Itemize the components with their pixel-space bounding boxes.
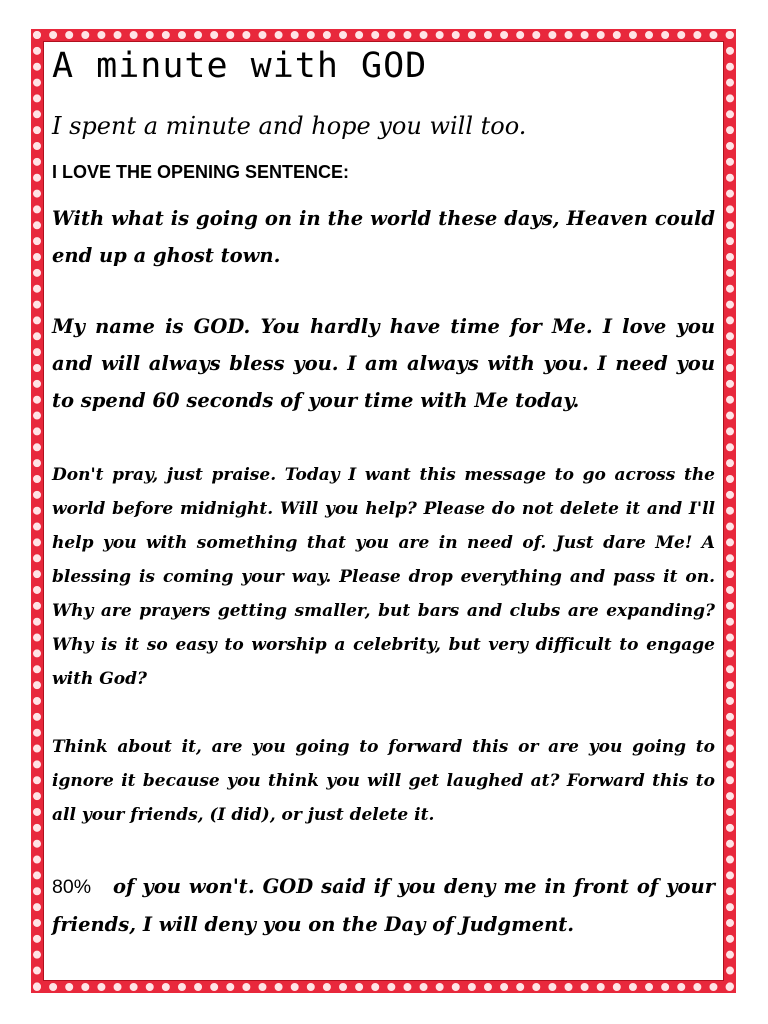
- paragraph-closing: [52, 868, 715, 943]
- paragraph-opening: With what is going on in the world these days, Heaven could end up a ghost town.: [52, 207, 715, 267]
- document-subtitle: I spent a minute and hope you will too.: [52, 112, 527, 140]
- section-heading: I LOVE THE OPENING SENTENCE:: [52, 162, 350, 182]
- paragraph-dont-pray: Don't pray, just praise. Today I want this message to go across the world before midnight. Will you help? Please do not delete it and I'll help you with something that you are in need of. Just dare Me! A blessing is coming your way. Please drop everything and pass it on. Why are prayers getting smaller, but bars and clubs are expanding? Why is it so easy to worship a celebrity, but very difficult to engage with God?: [52, 465, 715, 689]
- closing-percent: 80%: [52, 876, 92, 898]
- document-title: A minute with GOD: [52, 46, 428, 86]
- paragraph-think-about-it: Think about it, are you going to forward this or are you going to ignore it because you think you will get laughed at? Forward this to all your friends, (I did), or just delete it.: [52, 737, 715, 825]
- paragraph-god-name: My name is GOD. You hardly have time for Me. I love you and will always bless you. I am always with you. I need you to spend 60 seconds of your time with Me today.: [52, 315, 715, 412]
- closing-text: of you won't. GOD said if you deny me in front of your friends, I will deny you on the Day of Judgment.: [52, 875, 715, 936]
